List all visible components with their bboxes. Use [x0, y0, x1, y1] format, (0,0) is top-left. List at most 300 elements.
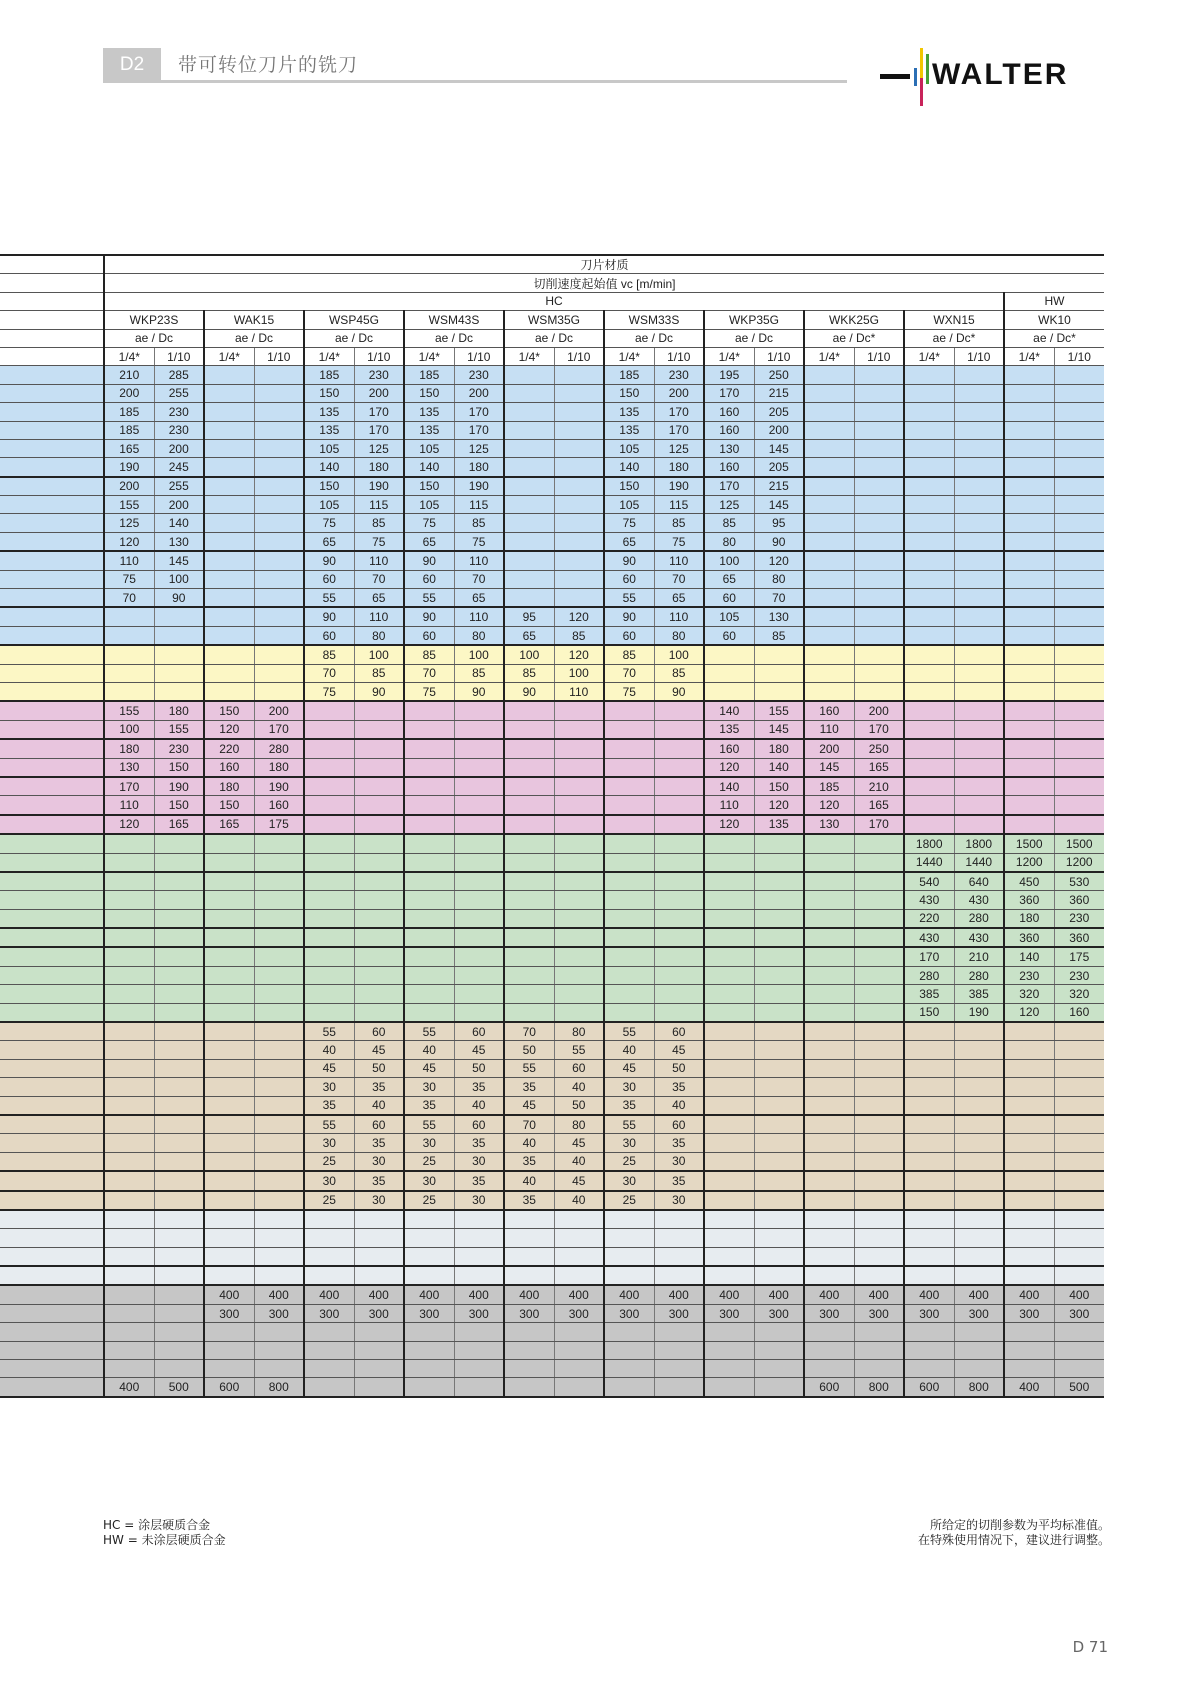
speed-value-cell — [904, 551, 954, 570]
speed-value-cell: 35 — [604, 1096, 654, 1115]
speed-value-cell: 280 — [904, 966, 954, 984]
speed-value-cell — [104, 1096, 154, 1115]
ratio-label: ae / Dc — [404, 329, 504, 347]
speed-value-cell — [154, 1285, 204, 1304]
speed-value-cell — [754, 1096, 804, 1115]
speed-value-cell — [954, 421, 1004, 439]
speed-value-cell: 400 — [954, 1285, 1004, 1304]
speed-value-cell: 280 — [954, 909, 1004, 928]
speed-value-cell — [854, 682, 904, 701]
table-row — [0, 1115, 1104, 1134]
speed-value-cell: 85 — [454, 664, 504, 682]
speed-value-cell: 25 — [304, 1152, 354, 1171]
speed-value-cell — [254, 1078, 304, 1096]
speed-value-cell: 40 — [554, 1191, 604, 1210]
speed-value-cell: 360 — [1054, 928, 1104, 947]
speed-value-cell: 210 — [854, 777, 904, 796]
sub-column-header: 1/10 — [654, 347, 704, 365]
speed-value-cell: 75 — [604, 682, 654, 701]
speed-value-cell — [804, 496, 854, 514]
speed-value-cell — [804, 1341, 854, 1359]
speed-value-cell — [854, 1229, 904, 1247]
speed-value-cell — [254, 947, 304, 966]
speed-value-cell — [1004, 777, 1054, 796]
table-row — [0, 1304, 1104, 1322]
speed-value-cell — [704, 1323, 754, 1341]
table-row — [0, 664, 1104, 682]
speed-value-cell: 35 — [654, 1171, 704, 1190]
speed-value-cell: 30 — [604, 1078, 654, 1096]
speed-value-cell — [204, 645, 254, 664]
speed-value-cell — [904, 570, 954, 588]
speed-value-cell — [204, 1247, 254, 1266]
sub-column-header: 1/4* — [904, 347, 954, 365]
row-label-cell — [0, 570, 104, 588]
speed-value-cell — [954, 1152, 1004, 1171]
speed-value-cell — [904, 664, 954, 682]
speed-value-cell — [504, 720, 554, 739]
speed-value-cell: 195 — [704, 366, 754, 384]
speed-value-cell — [204, 1229, 254, 1247]
speed-value-cell: 35 — [454, 1134, 504, 1152]
speed-value-cell — [304, 966, 354, 984]
speed-value-cell — [854, 1247, 904, 1266]
speed-value-cell — [554, 947, 604, 966]
speed-value-cell — [904, 626, 954, 645]
speed-value-cell: 130 — [754, 607, 804, 626]
speed-value-cell: 200 — [104, 477, 154, 496]
speed-value-cell: 105 — [304, 439, 354, 457]
speed-value-cell — [404, 1360, 454, 1378]
speed-value-cell — [1054, 1323, 1104, 1341]
speed-value-cell: 430 — [904, 928, 954, 947]
speed-value-cell: 85 — [554, 626, 604, 645]
speed-value-cell: 130 — [154, 532, 204, 551]
speed-value-cell — [104, 607, 154, 626]
speed-value-cell — [754, 985, 804, 1003]
speed-value-cell — [204, 891, 254, 909]
speed-value-cell: 55 — [404, 589, 454, 608]
speed-value-cell: 170 — [654, 421, 704, 439]
speed-value-cell: 40 — [354, 1096, 404, 1115]
speed-value-cell: 280 — [254, 739, 304, 758]
row-label-cell — [0, 1078, 104, 1096]
speed-value-cell — [1054, 815, 1104, 834]
speed-value-cell — [1004, 496, 1054, 514]
speed-value-cell: 230 — [154, 403, 204, 421]
speed-value-cell — [954, 758, 1004, 777]
speed-value-cell — [504, 1266, 554, 1285]
speed-value-cell — [1054, 1078, 1104, 1096]
speed-value-cell — [854, 891, 904, 909]
speed-value-cell — [854, 1323, 904, 1341]
speed-value-cell — [704, 853, 754, 872]
table-row — [0, 834, 1104, 853]
speed-value-cell — [854, 872, 904, 891]
speed-value-cell — [204, 1210, 254, 1229]
speed-value-cell: 80 — [354, 626, 404, 645]
row-label-cell — [0, 1304, 104, 1322]
row-label-cell — [0, 589, 104, 608]
speed-value-cell: 170 — [854, 720, 904, 739]
speed-value-cell: 25 — [404, 1152, 454, 1171]
speed-value-cell: 400 — [554, 1285, 604, 1304]
speed-value-cell — [104, 645, 154, 664]
speed-value-cell: 65 — [454, 589, 504, 608]
row-label-cell — [0, 947, 104, 966]
speed-value-cell: 30 — [404, 1171, 454, 1190]
speed-value-cell — [604, 1360, 654, 1378]
speed-value-cell: 30 — [304, 1171, 354, 1190]
speed-value-cell — [154, 928, 204, 947]
speed-value-cell — [804, 626, 854, 645]
speed-value-cell — [754, 1323, 804, 1341]
speed-value-cell — [754, 1115, 804, 1134]
speed-value-cell: 100 — [554, 664, 604, 682]
speed-value-cell — [754, 664, 804, 682]
speed-value-cell: 70 — [754, 589, 804, 608]
speed-value-cell — [254, 1266, 304, 1285]
row-label-cell — [0, 532, 104, 551]
speed-value-cell: 75 — [354, 532, 404, 551]
speed-value-cell — [704, 1191, 754, 1210]
speed-value-cell — [604, 1266, 654, 1285]
speed-value-cell — [254, 1134, 304, 1152]
speed-value-cell — [504, 739, 554, 758]
speed-value-cell — [854, 1059, 904, 1077]
speed-value-cell: 90 — [354, 682, 404, 701]
speed-value-cell: 175 — [1054, 947, 1104, 966]
speed-value-cell — [254, 645, 304, 664]
speed-value-cell — [804, 532, 854, 551]
speed-value-cell — [904, 403, 954, 421]
speed-value-cell: 135 — [404, 421, 454, 439]
ratio-label: ae / Dc — [204, 329, 304, 347]
speed-value-cell — [254, 1022, 304, 1041]
row-label-cell — [0, 421, 104, 439]
table-row — [0, 496, 1104, 514]
speed-value-cell — [354, 891, 404, 909]
speed-value-cell — [304, 720, 354, 739]
speed-value-cell — [804, 1115, 854, 1134]
speed-value-cell — [704, 1210, 754, 1229]
speed-value-cell: 65 — [654, 589, 704, 608]
speed-value-cell — [1054, 1210, 1104, 1229]
speed-value-cell: 30 — [654, 1191, 704, 1210]
speed-value-cell: 135 — [604, 421, 654, 439]
speed-value-cell — [904, 815, 954, 834]
speed-value-cell: 100 — [704, 551, 754, 570]
grade-header: WSM35G — [504, 311, 604, 329]
speed-value-cell: 85 — [704, 514, 754, 532]
speed-value-cell — [904, 1022, 954, 1041]
ratio-label: ae / Dc — [304, 329, 404, 347]
speed-value-cell — [354, 1003, 404, 1022]
speed-value-cell — [604, 739, 654, 758]
speed-value-cell: 80 — [554, 1022, 604, 1041]
speed-value-cell: 60 — [704, 626, 754, 645]
table-row — [0, 1134, 1104, 1152]
speed-value-cell: 160 — [1054, 1003, 1104, 1022]
cutting-speed-header: 切削速度起始值 vc [m/min] — [104, 274, 1104, 292]
speed-value-cell: 300 — [754, 1304, 804, 1322]
speed-value-cell — [204, 496, 254, 514]
row-label-cell — [0, 607, 104, 626]
table-row — [0, 1022, 1104, 1041]
speed-value-cell: 125 — [654, 439, 704, 457]
speed-value-cell — [854, 1171, 904, 1190]
table-row — [0, 477, 1104, 496]
speed-value-cell: 300 — [904, 1304, 954, 1322]
speed-value-cell: 230 — [454, 366, 504, 384]
speed-value-cell: 300 — [504, 1304, 554, 1322]
speed-value-cell — [1004, 589, 1054, 608]
speed-value-cell — [204, 1041, 254, 1059]
speed-value-cell — [1054, 626, 1104, 645]
speed-value-cell — [154, 853, 204, 872]
row-label-cell — [0, 1134, 104, 1152]
speed-value-cell — [154, 645, 204, 664]
speed-value-cell — [254, 477, 304, 496]
grade-header: WKK25G — [804, 311, 904, 329]
speed-value-cell: 300 — [954, 1304, 1004, 1322]
speed-value-cell: 65 — [704, 570, 754, 588]
ratio-label: ae / Dc — [704, 329, 804, 347]
row-label-cell — [0, 1247, 104, 1266]
cutting-speed-table — [0, 254, 1104, 1398]
speed-value-cell — [254, 1115, 304, 1134]
speed-value-cell: 1500 — [1004, 834, 1054, 853]
row-label-cell — [0, 1285, 104, 1304]
speed-value-cell: 120 — [204, 720, 254, 739]
speed-value-cell — [754, 1266, 804, 1285]
speed-value-cell — [154, 985, 204, 1003]
speed-value-cell — [804, 947, 854, 966]
speed-value-cell — [954, 607, 1004, 626]
speed-value-cell: 100 — [504, 645, 554, 664]
speed-value-cell: 110 — [354, 551, 404, 570]
speed-value-cell: 105 — [404, 439, 454, 457]
speed-value-cell — [904, 458, 954, 477]
speed-value-cell — [804, 1078, 854, 1096]
speed-value-cell — [1054, 739, 1104, 758]
sub-column-header: 1/10 — [154, 347, 204, 365]
speed-value-cell: 400 — [854, 1285, 904, 1304]
speed-value-cell: 450 — [1004, 872, 1054, 891]
speed-value-cell: 40 — [454, 1096, 504, 1115]
speed-value-cell — [204, 421, 254, 439]
speed-value-cell — [704, 1115, 754, 1134]
speed-value-cell — [1004, 796, 1054, 815]
speed-value-cell — [854, 1191, 904, 1210]
speed-value-cell — [804, 1210, 854, 1229]
speed-value-cell: 30 — [404, 1134, 454, 1152]
speed-value-cell — [1004, 701, 1054, 720]
speed-value-cell — [504, 853, 554, 872]
speed-value-cell — [604, 834, 654, 853]
speed-value-cell: 85 — [754, 626, 804, 645]
speed-value-cell — [804, 607, 854, 626]
speed-value-cell: 55 — [604, 589, 654, 608]
speed-value-cell — [904, 477, 954, 496]
speed-value-cell: 85 — [654, 664, 704, 682]
speed-value-cell — [104, 1266, 154, 1285]
speed-value-cell — [604, 1378, 654, 1397]
speed-value-cell — [754, 1134, 804, 1152]
speed-value-cell — [804, 1266, 854, 1285]
speed-value-cell — [554, 796, 604, 815]
speed-value-cell — [354, 853, 404, 872]
speed-value-cell — [904, 1247, 954, 1266]
speed-value-cell: 150 — [304, 384, 354, 402]
speed-value-cell — [104, 1229, 154, 1247]
speed-value-cell: 110 — [654, 607, 704, 626]
speed-value-cell — [204, 1059, 254, 1077]
speed-value-cell — [654, 796, 704, 815]
speed-value-cell: 150 — [754, 777, 804, 796]
speed-value-cell — [154, 1229, 204, 1247]
speed-value-cell: 105 — [604, 496, 654, 514]
speed-value-cell: 60 — [304, 626, 354, 645]
speed-value-cell: 400 — [904, 1285, 954, 1304]
row-label-cell — [0, 514, 104, 532]
speed-value-cell: 140 — [704, 777, 754, 796]
speed-value-cell — [554, 853, 604, 872]
speed-value-cell — [754, 1247, 804, 1266]
speed-value-cell — [404, 1266, 454, 1285]
table-row — [0, 872, 1104, 891]
speed-value-cell — [1004, 458, 1054, 477]
speed-value-cell: 160 — [704, 458, 754, 477]
sub-column-header: 1/10 — [254, 347, 304, 365]
speed-value-cell: 140 — [304, 458, 354, 477]
speed-value-cell: 150 — [304, 477, 354, 496]
speed-value-cell — [104, 853, 154, 872]
speed-value-cell: 120 — [104, 532, 154, 551]
speed-value-cell — [904, 1229, 954, 1247]
speed-value-cell — [154, 1247, 204, 1266]
speed-value-cell — [354, 909, 404, 928]
speed-value-cell: 300 — [304, 1304, 354, 1322]
table-row — [0, 1059, 1104, 1077]
speed-value-cell: 170 — [254, 720, 304, 739]
speed-value-cell — [754, 1360, 804, 1378]
speed-value-cell — [104, 1360, 154, 1378]
speed-value-cell — [1054, 1266, 1104, 1285]
row-label-cell — [0, 1378, 104, 1397]
row-label-cell — [0, 834, 104, 853]
speed-value-cell — [754, 1378, 804, 1397]
speed-value-cell — [904, 645, 954, 664]
speed-value-cell — [204, 966, 254, 984]
row-label-cell — [0, 1152, 104, 1171]
speed-value-cell — [204, 1152, 254, 1171]
speed-value-cell — [1004, 403, 1054, 421]
speed-value-cell — [404, 758, 454, 777]
speed-value-cell — [954, 626, 1004, 645]
speed-value-cell — [554, 1229, 604, 1247]
speed-value-cell — [604, 777, 654, 796]
speed-value-cell — [354, 777, 404, 796]
speed-value-cell — [904, 1341, 954, 1359]
speed-value-cell — [804, 928, 854, 947]
speed-value-cell — [204, 607, 254, 626]
speed-value-cell — [154, 664, 204, 682]
speed-value-cell — [704, 1247, 754, 1266]
speed-value-cell: 35 — [354, 1078, 404, 1096]
speed-value-cell — [554, 1378, 604, 1397]
speed-value-cell: 145 — [154, 551, 204, 570]
speed-value-cell — [154, 1191, 204, 1210]
speed-value-cell — [154, 1022, 204, 1041]
speed-value-cell — [204, 947, 254, 966]
speed-value-cell: 70 — [304, 664, 354, 682]
speed-value-cell — [854, 928, 904, 947]
speed-value-cell — [854, 458, 904, 477]
speed-value-cell — [954, 496, 1004, 514]
speed-value-cell — [954, 570, 1004, 588]
speed-value-cell — [804, 1323, 854, 1341]
speed-value-cell: 70 — [504, 1115, 554, 1134]
speed-value-cell — [404, 853, 454, 872]
speed-value-cell — [454, 1378, 504, 1397]
speed-value-cell — [454, 815, 504, 834]
speed-value-cell — [704, 1378, 754, 1397]
speed-value-cell: 55 — [504, 1059, 554, 1077]
speed-value-cell — [1054, 777, 1104, 796]
speed-value-cell: 60 — [454, 1115, 504, 1134]
speed-value-cell — [1054, 607, 1104, 626]
speed-value-cell — [704, 682, 754, 701]
speed-value-cell — [354, 985, 404, 1003]
row-label-cell — [0, 1059, 104, 1077]
speed-value-cell: 300 — [254, 1304, 304, 1322]
speed-value-cell — [154, 834, 204, 853]
speed-value-cell — [704, 1022, 754, 1041]
speed-value-cell — [804, 1022, 854, 1041]
speed-value-cell — [1054, 645, 1104, 664]
speed-value-cell — [254, 872, 304, 891]
speed-value-cell: 55 — [604, 1022, 654, 1041]
speed-value-cell: 150 — [204, 701, 254, 720]
speed-value-cell — [754, 928, 804, 947]
speed-value-cell: 120 — [754, 796, 804, 815]
row-label-cell — [0, 1360, 104, 1378]
speed-value-cell: 150 — [154, 796, 204, 815]
speed-value-cell: 230 — [154, 739, 204, 758]
speed-value-cell: 180 — [254, 758, 304, 777]
speed-value-cell: 105 — [604, 439, 654, 457]
row-label-cell — [0, 403, 104, 421]
speed-value-cell — [154, 1341, 204, 1359]
speed-value-cell — [404, 1247, 454, 1266]
speed-value-cell: 85 — [454, 514, 504, 532]
speed-value-cell — [154, 626, 204, 645]
speed-value-cell: 180 — [754, 739, 804, 758]
group-hc-label: HC — [104, 292, 1004, 310]
speed-value-cell — [704, 1003, 754, 1022]
row-label-cell — [0, 1229, 104, 1247]
speed-value-cell — [554, 701, 604, 720]
sub-column-header: 1/4* — [204, 347, 254, 365]
row-label-cell — [0, 891, 104, 909]
speed-value-cell — [154, 607, 204, 626]
speed-value-cell: 95 — [504, 607, 554, 626]
speed-value-cell — [854, 496, 904, 514]
speed-value-cell — [404, 834, 454, 853]
speed-value-cell — [1054, 1096, 1104, 1115]
speed-value-cell — [354, 701, 404, 720]
